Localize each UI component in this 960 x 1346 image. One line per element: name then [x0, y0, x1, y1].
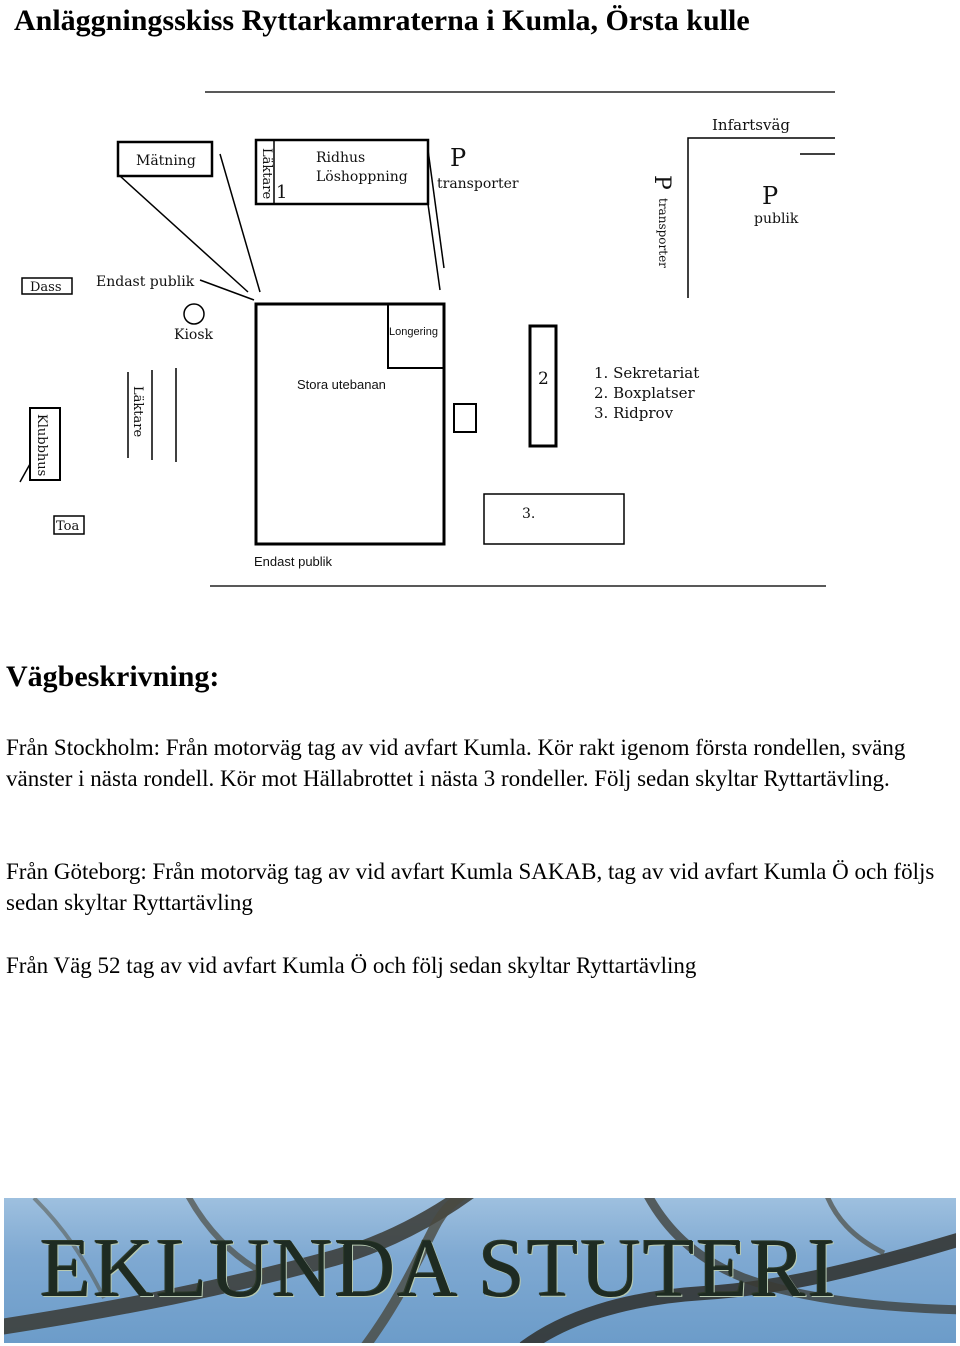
longering-label: Longering — [389, 326, 438, 338]
matning-label: Mätning — [136, 153, 196, 169]
loshoppning-label: Löshoppning — [316, 169, 408, 185]
ridhus-number: 1 — [276, 182, 288, 203]
parking-transporter-letter: P — [450, 144, 467, 172]
directions-stockholm: Från Stockholm: Från motorväg tag av vid avfart Kumla. Kör rakt igenom första rondellen, sväng vänster i nästa rondell. Kör mot Hällabrottet i nästa 3 rondeller. Följ sedan skyltar Ryttartävling. — [6, 735, 906, 791]
laktare-top-label: Läktare — [259, 148, 274, 200]
stora-utebanan-box — [256, 304, 444, 544]
eklunda-stuteri-logo: EKLUNDA STUTERI — [40, 1222, 838, 1315]
site-map — [0, 60, 960, 620]
parking-transporter-right-label: transporter — [656, 198, 670, 268]
directions-heading: Vägbeskrivning: — [6, 660, 220, 693]
legend-item-1: 1. Sekretariat — [594, 364, 700, 382]
ridhus-label: Ridhus — [316, 150, 366, 166]
sekretariat-box — [454, 404, 476, 432]
endast-publik-bottom-label: Endast publik — [254, 554, 333, 569]
kiosk-label: Kiosk — [174, 327, 214, 343]
path-line — [428, 150, 444, 268]
toa-label: Toa — [56, 519, 80, 534]
ridprov-box — [484, 494, 624, 544]
directions-vag52: Från Väg 52 tag av vid avfart Kumla Ö och följ sedan skyltar Ryttartävling — [6, 953, 697, 978]
endast-publik-top-label: Endast publik — [96, 274, 195, 290]
parking-publik-label: publik — [754, 211, 799, 227]
boxplatser-number: 2 — [538, 369, 549, 389]
directions-goteborg: Från Göteborg: Från motorväg tag av vid avfart Kumla SAKAB, tag av vid avfart Kumla Ö och följs sedan skyltar Ryttartävling — [6, 859, 935, 915]
page-title: Anläggningsskiss Ryttarkamraterna i Kumla, Örsta kulle — [14, 4, 750, 37]
infartsvag-label: Infartsväg — [712, 116, 790, 134]
klubbhus-path-line — [20, 464, 30, 482]
kiosk-circle — [184, 304, 204, 324]
ridprov-number: 3. — [522, 506, 536, 522]
legend-item-2: 2. Boxplatser — [594, 384, 695, 402]
stora-utebanan-label: Stora utebanan — [297, 377, 386, 392]
path-line — [428, 204, 440, 290]
klubbhus-label: Klubbhus — [34, 414, 49, 477]
parking-publik-letter: P — [762, 182, 779, 210]
parking-transporter-label: transporter — [437, 176, 519, 192]
parking-transporter-right-letter: P — [649, 175, 674, 190]
dass-label: Dass — [30, 280, 62, 295]
legend-item-3: 3. Ridprov — [594, 404, 674, 422]
laktare-left-label: Läktare — [130, 386, 145, 438]
eklunda-stuteri-banner — [4, 1198, 956, 1343]
